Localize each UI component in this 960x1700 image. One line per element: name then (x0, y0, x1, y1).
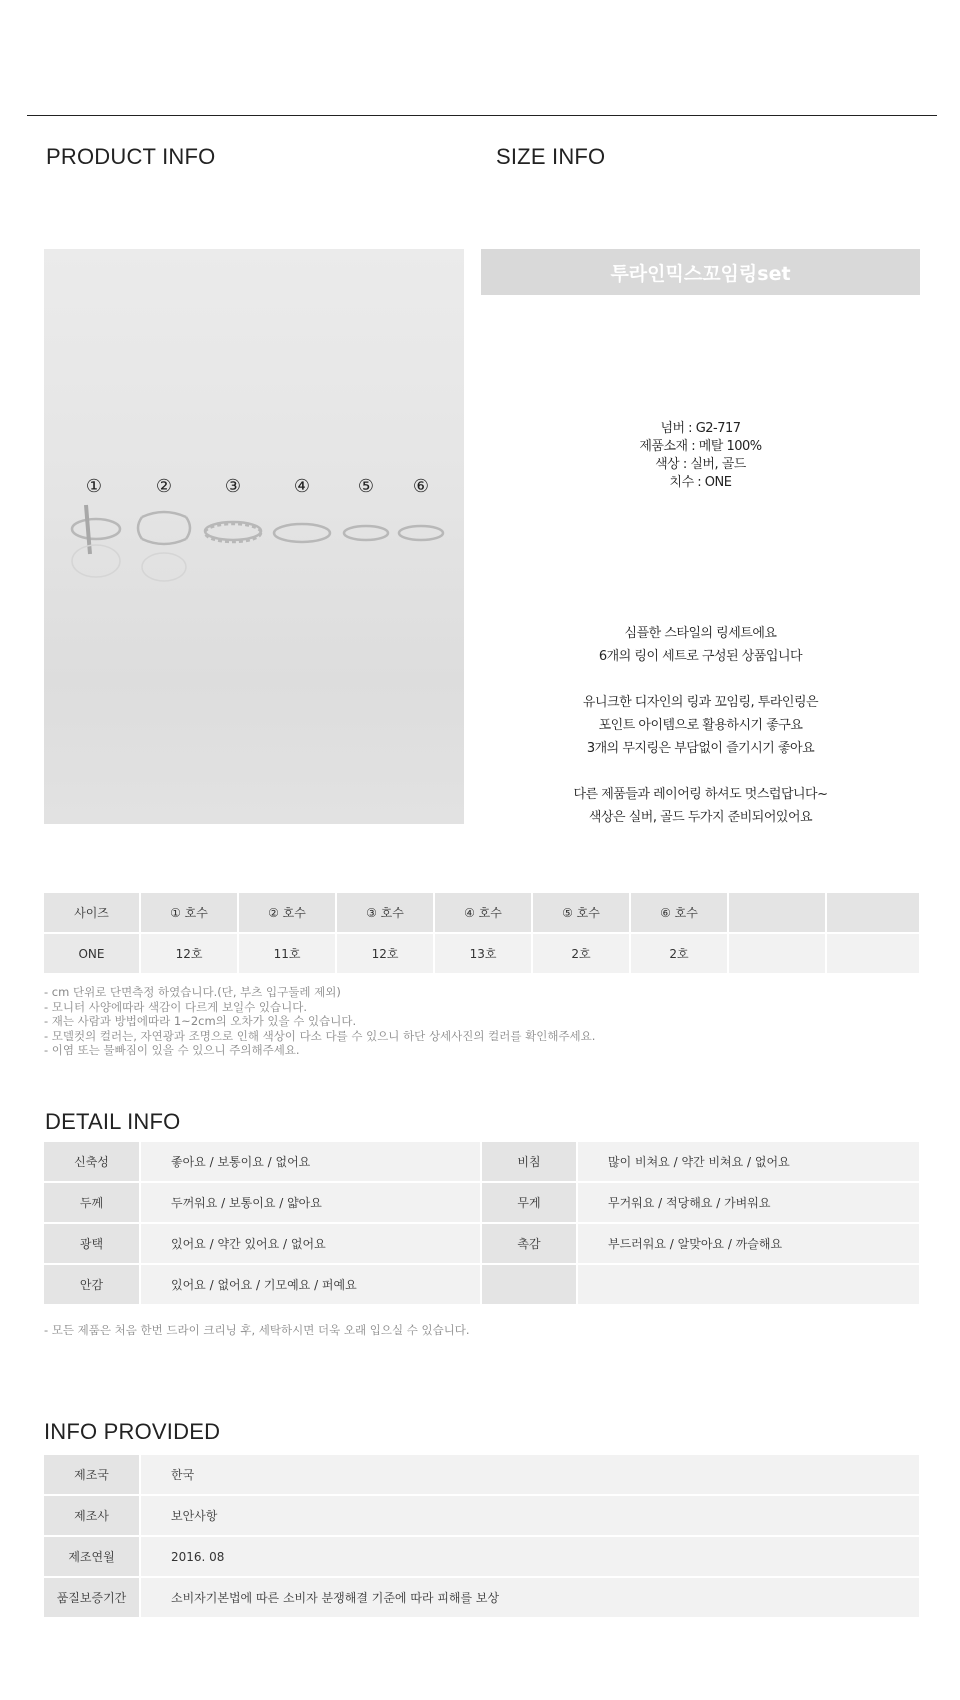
product-description (481, 622, 920, 829)
ring-2 (138, 512, 190, 581)
size-notes (44, 985, 920, 1058)
rings-illustration (44, 249, 464, 824)
size-cell (728, 933, 826, 974)
product-photo (44, 249, 464, 824)
ring-marker-4: ④ (293, 476, 311, 497)
detail-value: 있어요 / 약간 있어요 / 없어요 (140, 1223, 481, 1264)
detail-row (44, 1264, 920, 1305)
info-row (44, 1495, 920, 1536)
size-cell: 11호 (238, 933, 336, 974)
info-value: 2016. 08 (140, 1536, 920, 1577)
product-specs (481, 420, 920, 492)
size-table (44, 893, 921, 975)
size-info-heading: SIZE INFO (496, 144, 606, 169)
info-provided-heading: INFO PROVIDED (44, 1419, 221, 1444)
size-cell: ONE (44, 933, 140, 974)
size-header-cell: ④ 호수 (434, 893, 532, 933)
detail-label: 비침 (481, 1142, 577, 1182)
info-row (44, 1536, 920, 1577)
detail-label: 신축성 (44, 1142, 140, 1182)
size-header-cell: ① 호수 (140, 893, 238, 933)
detail-value: 있어요 / 없어요 / 기모예요 / 퍼예요 (140, 1264, 481, 1305)
detail-row (44, 1223, 920, 1264)
detail-value: 두꺼워요 / 보통이요 / 얇아요 (140, 1182, 481, 1223)
detail-label: 무게 (481, 1182, 577, 1223)
detail-value: 부드러워요 / 알맞아요 / 까슬해요 (577, 1223, 920, 1264)
info-row (44, 1455, 920, 1495)
detail-label (481, 1264, 577, 1305)
detail-value: 무거워요 / 적당해요 / 가벼워요 (577, 1182, 920, 1223)
detail-table (44, 1142, 921, 1306)
product-name-banner (481, 249, 920, 295)
detail-label: 촉감 (481, 1223, 577, 1264)
description-line: 3개의 무지링은 부담없이 즐기시기 좋아요 (586, 741, 815, 756)
detail-value (577, 1264, 920, 1305)
ring-5 (344, 526, 388, 540)
info-label: 품질보증기간 (44, 1577, 140, 1618)
size-cell: 2호 (532, 933, 630, 974)
description-line: 다른 제품들과 레이어링 하셔도 멋스럽답니다~ (573, 787, 828, 802)
detail-value: 많이 비쳐요 / 약간 비쳐요 / 없어요 (577, 1142, 920, 1182)
detail-label: 광택 (44, 1223, 140, 1264)
size-header-cell: 사이즈 (44, 893, 140, 933)
detail-row (44, 1182, 920, 1223)
info-value: 소비자기본법에 따른 소비자 분쟁해결 기준에 따라 피해를 보상 (140, 1577, 920, 1618)
size-note: - 이염 또는 물빠짐이 있을 수 있으니 주의해주세요. (44, 1043, 300, 1057)
size-cell (826, 933, 920, 974)
product-info-heading: PRODUCT INFO (46, 144, 216, 169)
info-label: 제조연월 (44, 1536, 140, 1577)
ring-marker-6: ⑥ (412, 476, 430, 497)
product-name: 투라인믹스꼬임링set (610, 262, 791, 285)
size-header-cell: ⑤ 호수 (532, 893, 630, 933)
detail-row (44, 1142, 920, 1182)
detail-label: 안감 (44, 1264, 140, 1305)
size-note: - 재는 사람과 방법에따라 1~2cm의 오차가 있을 수 있습니다. (44, 1014, 357, 1028)
detail-info-heading: DETAIL INFO (45, 1109, 181, 1134)
ring-6 (399, 526, 443, 540)
size-table-row (44, 933, 920, 974)
spec-number: 넘버 : G2-717 (660, 421, 741, 436)
size-cell: 12호 (140, 933, 238, 974)
size-header-cell: ⑥ 호수 (630, 893, 728, 933)
size-header-cell: ② 호수 (238, 893, 336, 933)
size-note: - 모델컷의 컬러는, 자연광과 조명으로 인해 색상이 다소 다를 수 있으니 하단 상세사진의 컬러를 확인해주세요. (44, 1028, 596, 1043)
info-label: 제조사 (44, 1495, 140, 1536)
spec-material: 제품소재 : 메탈 100% (639, 439, 762, 454)
spec-color: 색상 : 실버, 골드 (655, 457, 746, 472)
description-line: 유니크한 디자인의 링과 꼬임링, 투라인링은 (582, 695, 819, 710)
info-label: 제조국 (44, 1455, 140, 1495)
ring-marker-2: ② (155, 476, 173, 497)
size-cell: 2호 (630, 933, 728, 974)
description-line: 6개의 링이 세트로 구성된 상품입니다 (598, 649, 803, 664)
spec-size: 치수 : ONE (669, 475, 732, 490)
description-line: 심플한 스타일의 링세트에요 (624, 626, 777, 641)
size-cell: 12호 (336, 933, 434, 974)
top-divider (27, 115, 937, 116)
care-note: - 모든 제품은 처음 한번 드라이 크리닝 후, 세탁하시면 더욱 오래 입으실 수 있습니다. (44, 1323, 470, 1337)
size-note: - cm 단위로 단면측정 하였습니다.(단, 부츠 입구둘레 제외) (44, 985, 341, 999)
info-value: 한국 (140, 1455, 920, 1495)
size-note: - 모니터 사양에따라 색감이 다르게 보일수 있습니다. (44, 999, 308, 1014)
size-header-cell (728, 893, 826, 933)
detail-label: 두께 (44, 1182, 140, 1223)
info-provided-table (44, 1455, 921, 1619)
size-table-header (44, 893, 920, 933)
size-header-cell: ③ 호수 (336, 893, 434, 933)
size-header-cell (826, 893, 920, 933)
ring-marker-3: ③ (224, 476, 242, 497)
detail-value: 좋아요 / 보통이요 / 없어요 (140, 1142, 481, 1182)
info-value: 보안사항 (140, 1495, 920, 1536)
ring-marker-1: ① (85, 476, 103, 497)
ring-marker-5: ⑤ (357, 476, 375, 497)
info-row (44, 1577, 920, 1618)
ring-3 (205, 522, 261, 542)
size-cell: 13호 (434, 933, 532, 974)
ring-4 (274, 524, 330, 542)
description-line: 색상은 실버, 골드 두가지 준비되어있어요 (588, 810, 813, 825)
ring-1 (72, 505, 120, 577)
description-line: 포인트 아이템으로 활용하시기 좋구요 (598, 718, 803, 733)
